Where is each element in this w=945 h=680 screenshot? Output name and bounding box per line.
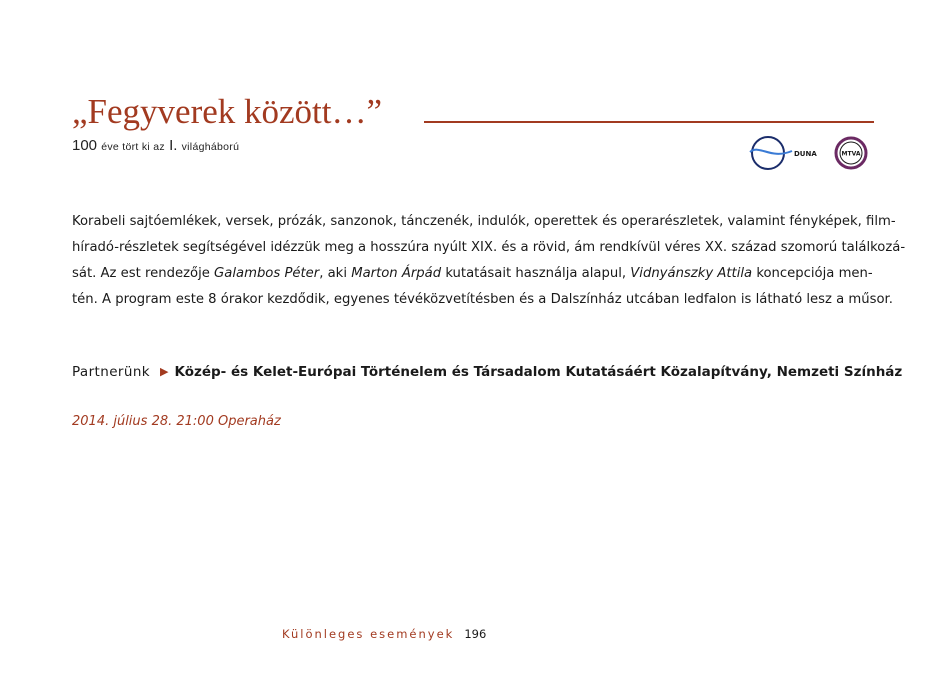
title-rule: [424, 121, 874, 123]
mtva-logo-text: MTVA: [841, 150, 861, 158]
description-line-4: tén. A program este 8 órakor kezdődik, egyenes tévéközvetítésben és a Dalszínház utcában ledfalon is látható lesz a műsor.: [72, 292, 893, 307]
page-footer: [282, 626, 486, 643]
description-text: kutatásait használja alapul,: [441, 266, 631, 281]
logo-group: [748, 134, 873, 172]
subtitle-roman: I.: [169, 137, 178, 154]
description-text: sát. Az est rendezője: [72, 266, 215, 281]
person-name-researcher: Marton Árpád: [351, 266, 442, 281]
title-row: [72, 92, 874, 132]
event-date-venue: 2014. július 28. 21:00 Operaház: [72, 414, 281, 429]
description-paragraph: [72, 209, 906, 313]
description-line-2: híradó-részletek segítségével idézzük meg a hosszúra nyúlt XIX. és a rövid, ám rendkívül véres XX. század szomorú találkozá-: [72, 240, 906, 255]
description-line-3: [72, 261, 876, 287]
duna-logo-icon: [748, 134, 820, 172]
person-name-concept: Vidnyánszky Attila: [630, 266, 753, 281]
footer-section-title: Különleges események: [282, 627, 455, 641]
subtitle-number: 100: [72, 137, 98, 154]
description-text: koncepciója men-: [752, 266, 873, 281]
description-text: , aki: [319, 266, 352, 281]
subtitle-text-b: világháború: [181, 141, 240, 153]
subtitle-text-a: éve tört ki az: [101, 141, 165, 153]
person-name-director: Galambos Péter: [214, 266, 320, 281]
description-line-1: Korabeli sajtóemlékek, versek, prózák, sanzonok, tánczenék, indulók, operettek és operarészletek, valamint fényképek, film-: [72, 214, 896, 229]
mtva-logo-icon: [834, 136, 870, 170]
subtitle: [72, 137, 239, 156]
page-title: „Fegyverek között…”: [72, 92, 383, 131]
page-number: 196: [464, 627, 487, 641]
duna-logo-text: DUNA: [794, 150, 817, 158]
partner-names: Közép- és Kelet-Európai Történelem és Társadalom Kutatásáért Közalapítvány, Nemzeti Színház: [174, 364, 903, 380]
arrow-right-icon: ▶: [160, 365, 169, 378]
partner-line: [72, 362, 902, 382]
partner-label: Partnerünk: [72, 364, 150, 380]
